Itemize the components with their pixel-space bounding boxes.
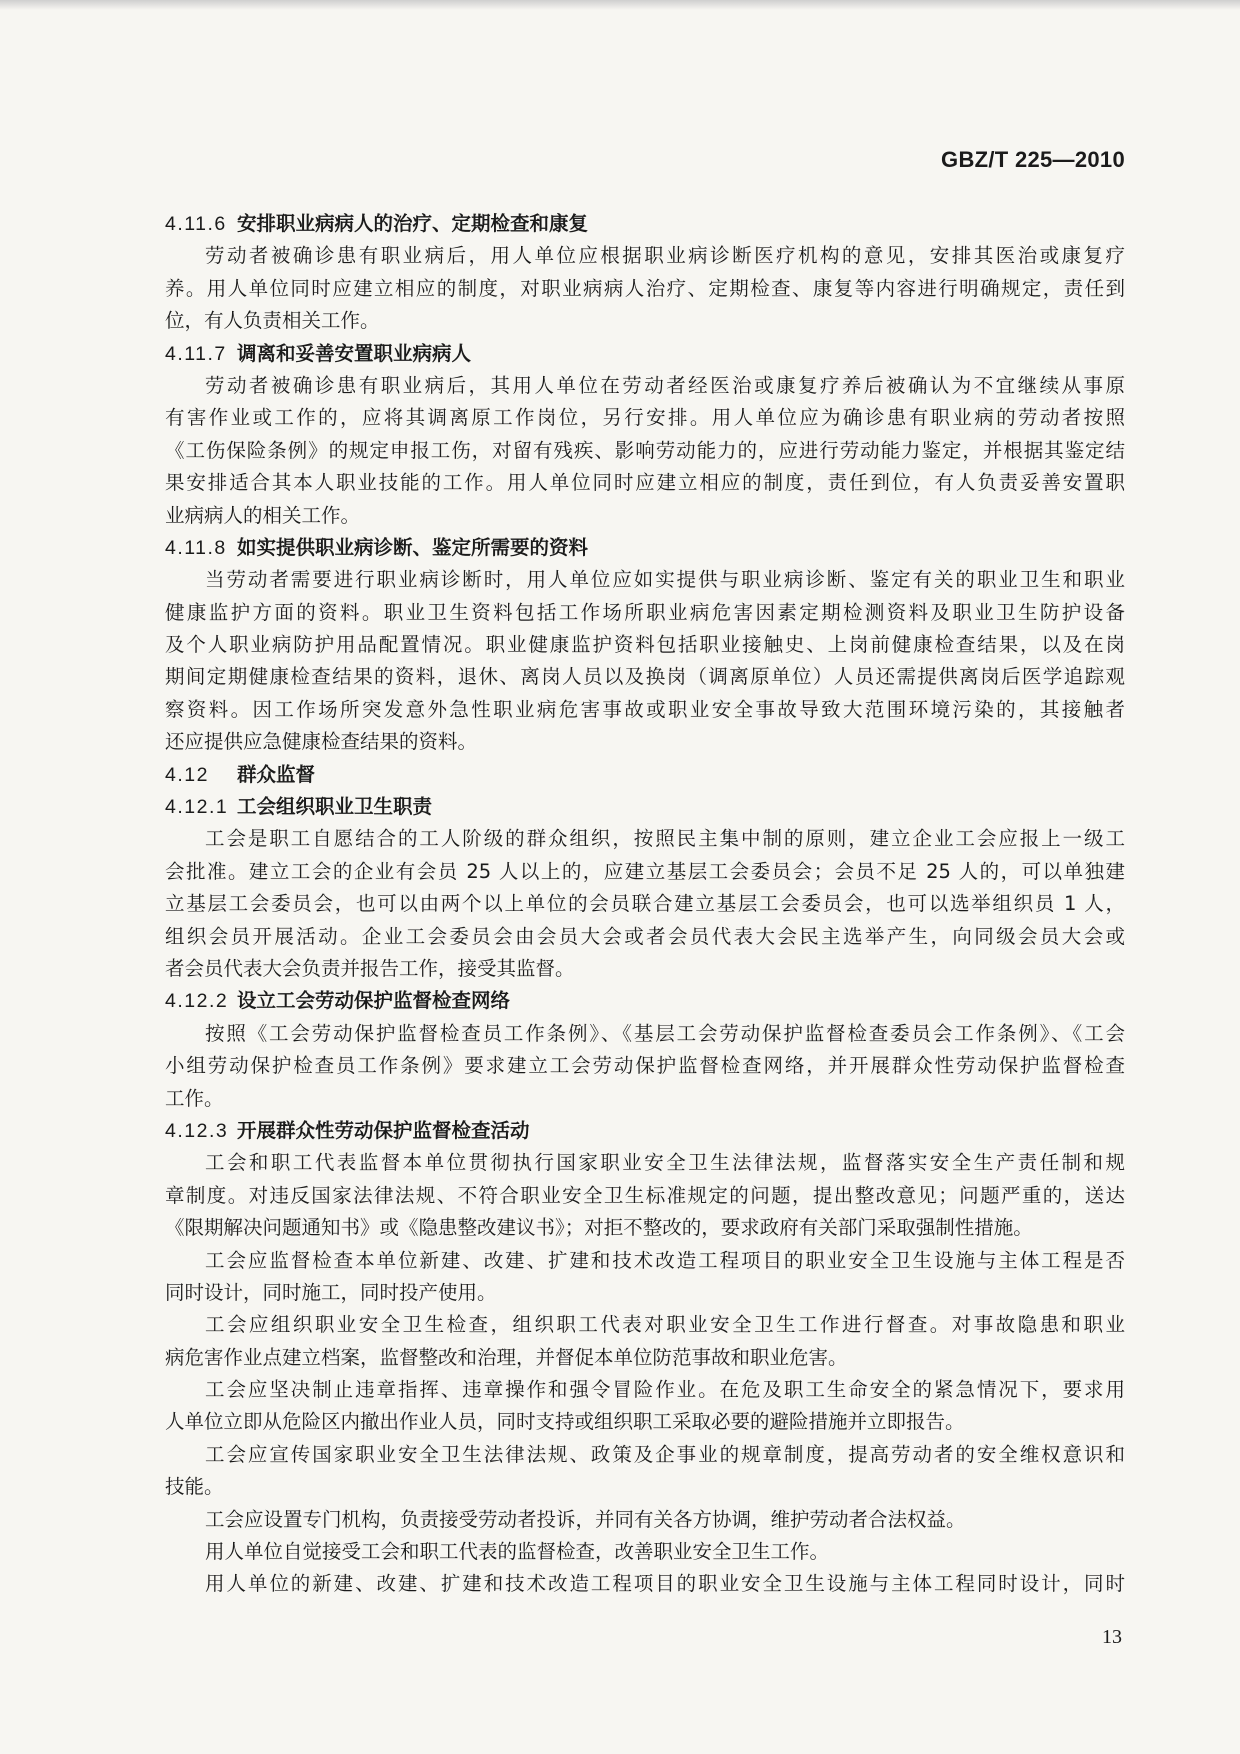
section-title: 设立工会劳动保护监督检查网络 [237,989,511,1013]
section-title: 工会组织职业卫生职责 [237,795,433,819]
paragraph-line: 用人单位的新建、改建、扩建和技术改造工程项目的职业安全卫生设施与主体工程同时设计，同时 [205,1572,1125,1596]
paragraph-line: 工会应监督检查本单位新建、改建、扩建和技术改造工程项目的职业安全卫生设施与主体工程是否 [205,1248,1125,1272]
body-text [165,208,1125,1601]
section-number: 4.12.3 [165,1119,229,1142]
document-code: GBZ/T 225—2010 [941,147,1125,172]
paragraph-line: 会批准。建立工会的企业有会员 25 人以上的，应建立基层工会委员会；会员不足 25 人的，可以单独建 [165,859,1125,883]
paragraph-line: 小组劳动保护检查员工作条例》要求建立工会劳动保护监督检查网络，并开展群众性劳动保护监督检查 [165,1054,1125,1078]
section-title: 开展群众性劳动保护监督检查活动 [237,1118,530,1142]
paragraph-line: 还应提供应急健康检查结果的资料。 [165,730,478,754]
section-number: 4.12.2 [165,990,229,1013]
paragraph-line: 者会员代表大会负责并报告工作，接受其监督。 [165,956,575,980]
section-number: 4.11.6 [165,213,227,235]
paragraph-line: 立基层工会委员会，也可以由两个以上单位的会员联合建立基层工会委员会，也可以选举组织员 1 人， [165,892,1125,916]
scan-top-edge [0,0,1240,10]
section-heading [165,338,1125,370]
paragraph-line: 《工伤保险条例》的规定申报工伤，对留有残疾、影响劳动能力的，应进行劳动能力鉴定，并根据其鉴定结 [165,438,1125,462]
paragraph-line: 组织会员开展活动。企业工会委员会由会员大会或者会员代表大会民主选举产生，向同级会员大会或 [165,924,1125,948]
paragraph-line: 工会应坚决制止违章指挥、违章操作和强令冒险作业。在危及职工生命安全的紧急情况下，要求用 [205,1378,1125,1402]
paragraph-line: 位，有人负责相关工作。 [165,309,380,333]
paragraph-line: 有害作业或工作的，应将其调离原工作岗位，另行安排。用人单位应为确诊患有职业病的劳动者按照 [165,406,1125,430]
paragraph-line: 健康监护方面的资料。职业卫生资料包括工作场所职业病危害因素定期检测资料及职业卫生防护设备 [165,600,1125,624]
paragraph-line: 工会应设置专门机构，负责接受劳动者投诉，并同有关各方协调，维护劳动者合法权益。 [205,1507,966,1531]
paragraph-line: 同时设计，同时施工，同时投产使用。 [165,1280,497,1304]
paragraph-line: 工会是职工自愿结合的工人阶级的群众组织，按照民主集中制的原则，建立企业工会应报上一级工 [205,827,1125,851]
section-title: 安排职业病病人的治疗、定期检查和康复 [237,212,589,235]
section-number: 4.11.7 [165,342,227,365]
paragraph-line: 工会和职工代表监督本单位贯彻执行国家职业安全卫生法律法规，监督落实安全生产责任制和规 [205,1151,1125,1175]
section-title: 如实提供职业病诊断、鉴定所需要的资料 [237,535,589,559]
paragraph-line: 用人单位自觉接受工会和职工代表的监督检查，改善职业安全卫生工作。 [205,1540,830,1564]
paragraph-line: 业病病人的相关工作。 [165,503,361,527]
paragraph-line: 人单位立即从危险区内撤出作业人员，同时支持或组织职工采取必要的避险措施并立即报告。 [165,1410,965,1434]
section-heading [165,985,1125,1017]
section-heading [165,1115,1125,1147]
section-heading [165,791,1125,823]
paragraph-line: 劳动者被确诊患有职业病后，其用人单位在劳动者经医治或康复疗养后被确认为不宜继续从事原 [205,373,1125,397]
paragraph-line: 工会应宣传国家职业安全卫生法律法规、政策及企事业的规章制度，提高劳动者的安全维权意识和 [205,1442,1125,1466]
paragraph-line: 工作。 [165,1086,224,1110]
paragraph-line: 章制度。对违反国家法律法规、不符合职业安全卫生标准规定的问题，提出整改意见；问题严重的，送达 [165,1183,1125,1207]
paragraph-line: 果安排适合其本人职业技能的工作。用人单位同时应建立相应的制度，责任到位，有人负责妥善安置职 [165,471,1125,495]
paragraph-line: 期间定期健康检查结果的资料，退休、离岗人员以及换岗（调离原单位）人员还需提供离岗后医学追踪观 [165,665,1125,689]
paragraph-line: 工会应组织职业安全卫生检查，组织职工代表对职业安全卫生工作进行督查。对事故隐患和职业 [205,1313,1125,1337]
paragraph-line: 按照《工会劳动保护监督检查员工作条例》、《基层工会劳动保护监督检查委员会工作条例》、《工会 [205,1021,1125,1045]
section-title: 群众监督 [237,762,316,786]
paragraph-line: 及个人职业病防护用品配置情况。职业健康监护资料包括职业接触史、上岗前健康检查结果，以及在岗 [165,633,1125,657]
paragraph-line: 养。用人单位同时应建立相应的制度，对职业病病人治疗、定期检查、康复等内容进行明确规定，责任到 [165,276,1125,300]
page-number: 13 [1102,1626,1122,1648]
paragraph-line: 当劳动者需要进行职业病诊断时，用人单位应如实提供与职业病诊断、鉴定有关的职业卫生和职业 [205,568,1125,592]
paragraph-line: 《限期解决问题通知书》或《隐患整改建议书》；对拒不整改的，要求政府有关部门采取强制性措施。 [165,1216,1033,1240]
section-number: 4.11.8 [165,536,227,559]
section-number: 4.12.1 [165,796,229,819]
paragraph-line: 技能。 [165,1475,224,1499]
section-heading [165,759,1125,791]
paragraph-line: 察资料。因工作场所突发意外急性职业病危害事故或职业安全事故导致大范围环境污染的，其接触者 [165,697,1125,721]
section-heading [165,532,1125,564]
section-number: 4.12 [165,763,209,786]
paragraph-line: 病危害作业点建立档案，监督整改和治理，并督促本单位防范事故和职业危害。 [165,1345,848,1369]
section-heading [165,208,1125,240]
section-title: 调离和妥善安置职业病病人 [237,341,472,365]
paragraph-line: 劳动者被确诊患有职业病后，用人单位应根据职业病诊断医疗机构的意见，安排其医治或康复疗 [205,244,1125,268]
